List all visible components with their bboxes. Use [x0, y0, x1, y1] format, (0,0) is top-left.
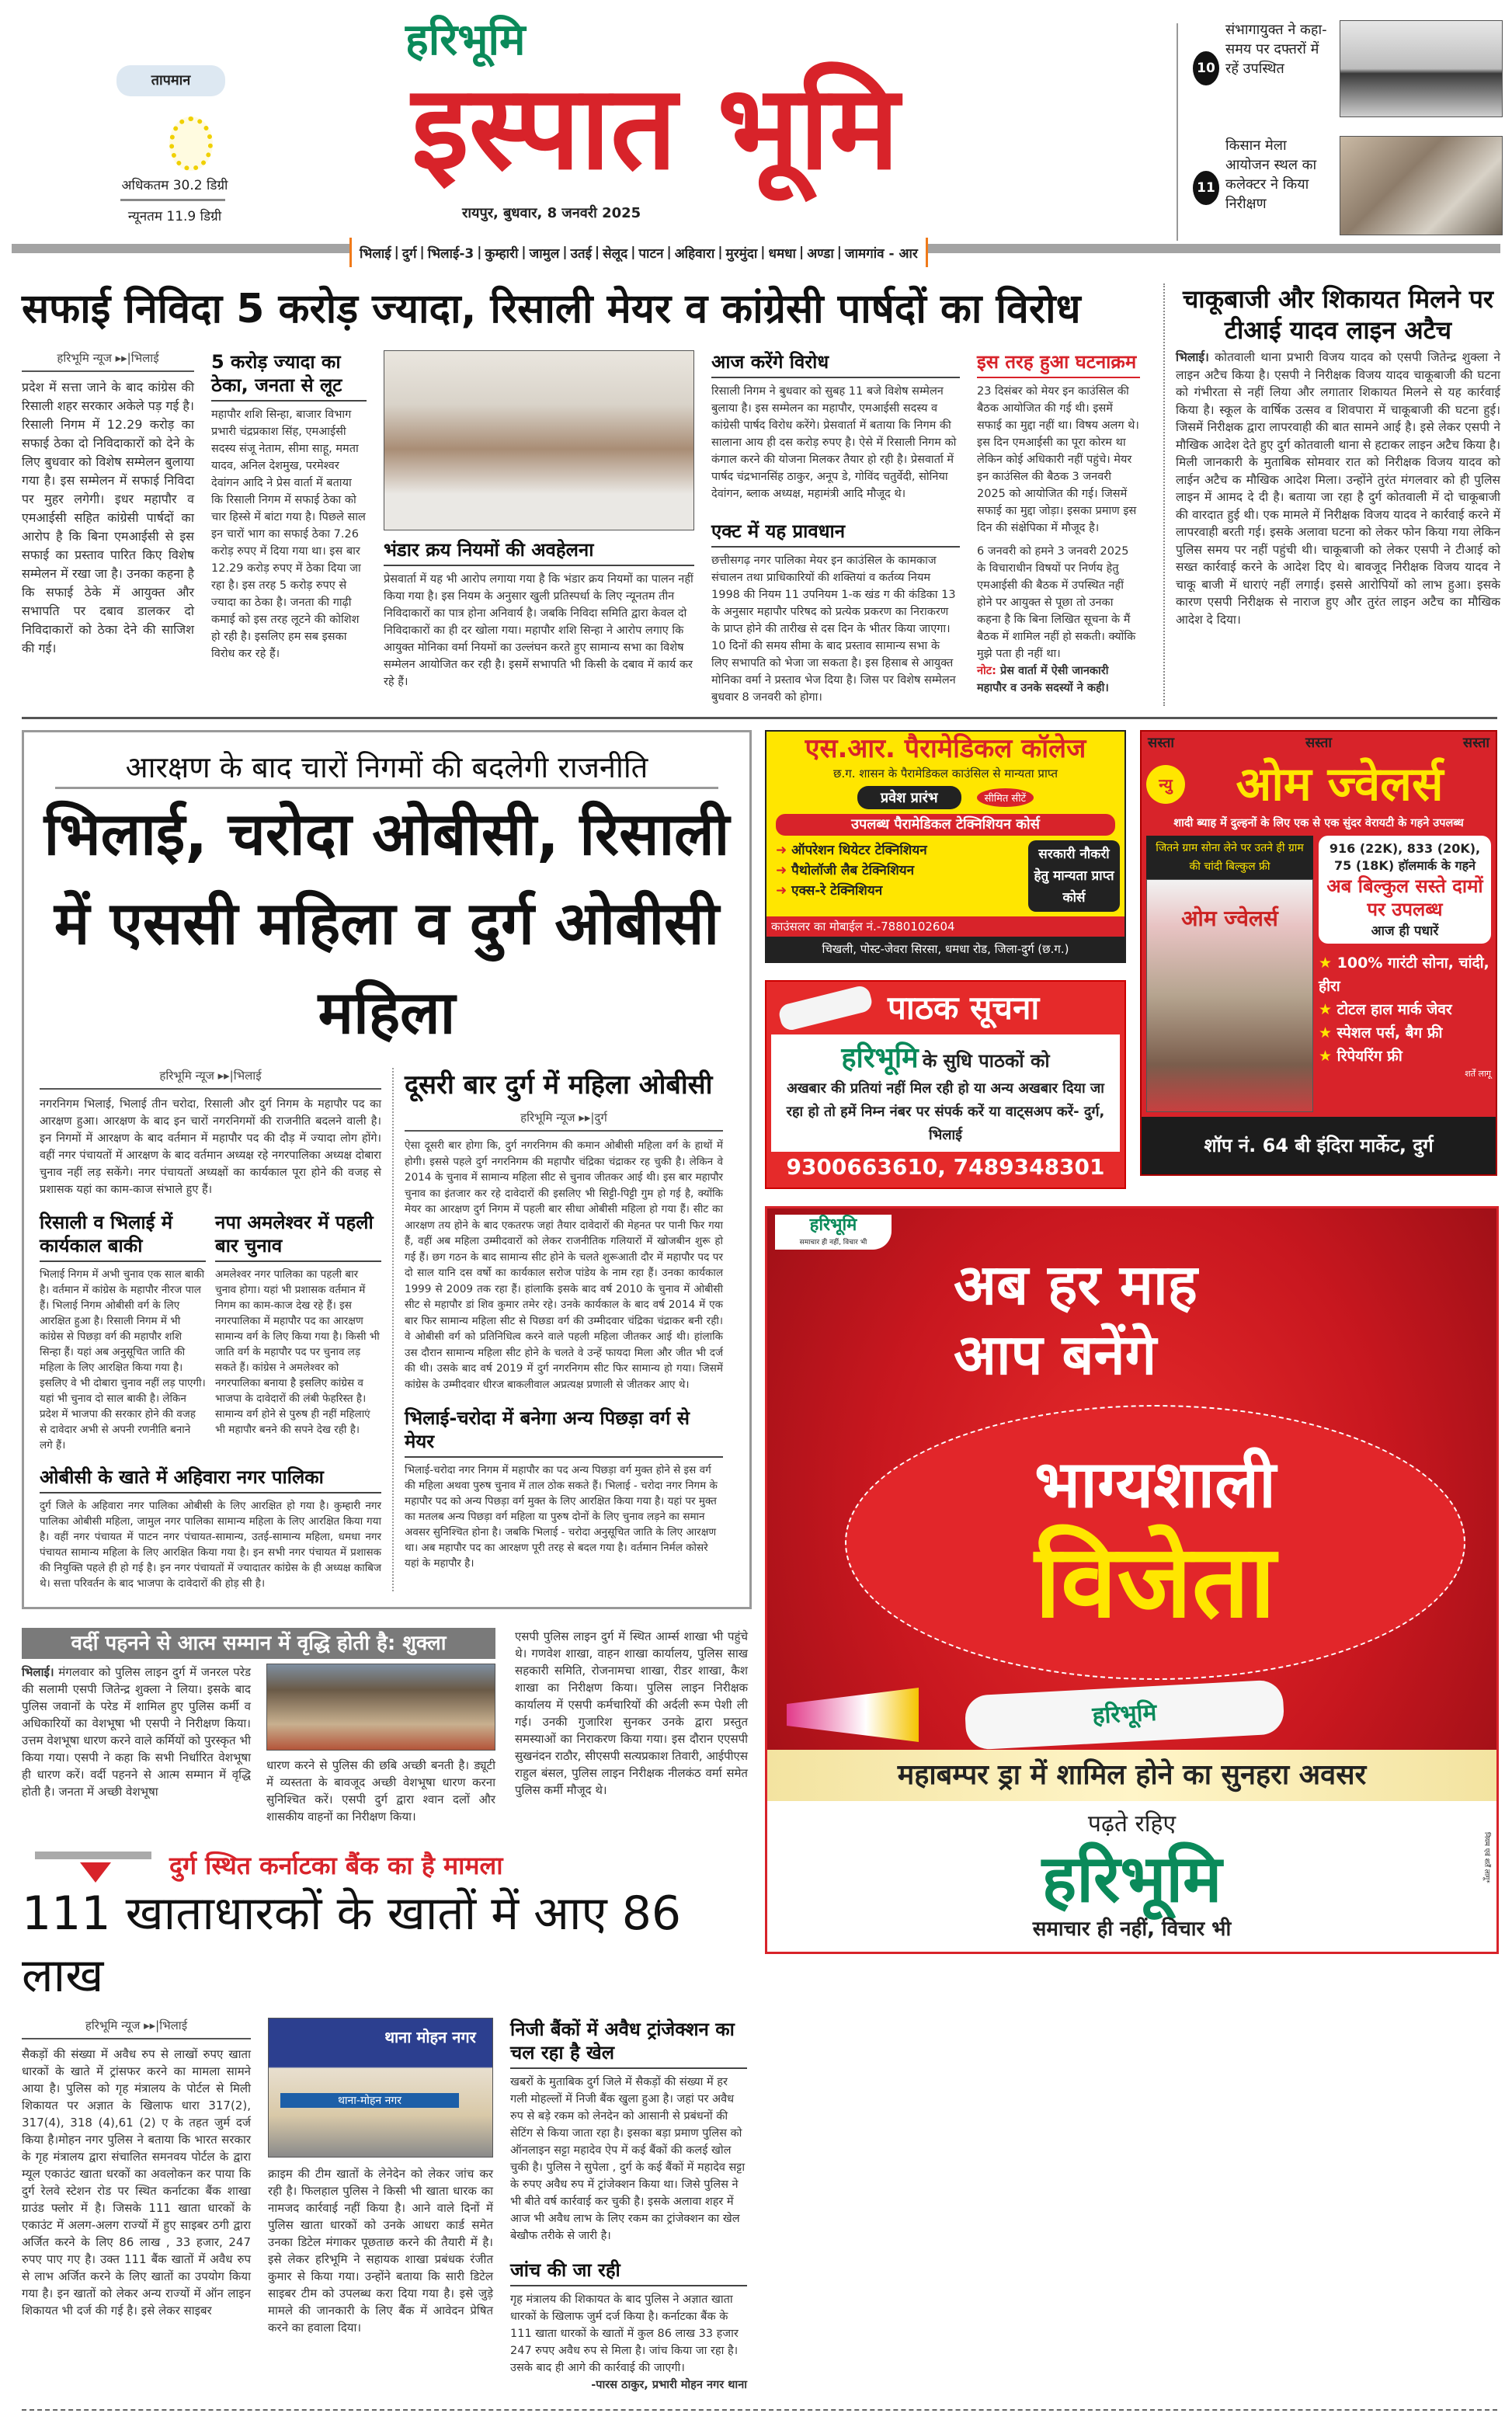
subhead: एक्ट में यह प्रावधान — [711, 520, 960, 548]
top-row — [22, 283, 1500, 706]
byline: हरिभूमि न्यूज ▸▸|भिलाई — [40, 1068, 381, 1090]
reader-text: अखबार की प्रतियां नहीं मिल रही हो या अन्य अखबार दिया जा रहा हो तो हमें निम्न नंबर पर संपर्क करें या वाट्सअप करें- दुर्ग, भिलाई — [786, 1080, 1105, 1143]
sasta-tag: सस्ता — [1462, 735, 1489, 751]
bank-story — [22, 1848, 752, 2394]
course-item: ➜ एक्स-रे टेक्निशियन — [776, 883, 883, 899]
edition-link[interactable]: जामुल — [529, 245, 560, 262]
course-item: ➜ ऑपरेशन थियेटर टेक्निशियन — [776, 843, 927, 858]
page-number-badge: 11 — [1193, 171, 1219, 205]
new-badge: न्यु — [1146, 765, 1185, 804]
teaser-text: संभागायुक्त ने कहा-समय पर दफ्तरों में रहें उपस्थित — [1225, 22, 1327, 77]
jewellers-address: शॉप नं. 64 बी इंदिरा मार्केट, दुर्ग — [1142, 1117, 1496, 1174]
newspaper-icon — [777, 984, 874, 1032]
sasta-tag: सस्ता — [1305, 735, 1333, 751]
teaser-text: किसान मेला आयोजन स्थल का कलेक्टर ने किया निरीक्षण — [1225, 137, 1317, 212]
police-headline: वर्दी पहनने से आत्म सम्मान में वृद्धि होती है: शुक्ला — [22, 1628, 495, 1659]
subhead-body: अमलेश्वर नगर पालिका का पहली बार चुनाव होगा। यहां भी प्रशासक वर्तमान में निगम का काम-काज देख रहे हैं। इस नगरपालिका में महापौर पद का आरक्षण सामान्य वर्ग के लिए किया गया है। किसी भी जाति वर्ग के महापौर पद पर चुनाव लड़ सकते हैं। कांग्रेस ने अमलेश्वर को नगरपालिका बनाया है इसलिए कांग्रेस व भाजपा के दावेदारों की लंबी फेहरिस्त है। सामान्य वर्ग होने से पुरुष ही नहीं महिलाएं भी महापौर बनने की सपने देख रही है। — [215, 1268, 380, 1436]
subhead: 5 करोड़ ज्यादा का ठेका, जनता से लूट — [211, 350, 367, 402]
bank-body-1: सैकड़ों की संख्या में अवैध रुप से लाखों रुपए खाता धारकों के खाते में ट्रांसफर करने का मामला सामने आया है। पुलिस को गृह मंत्रालय के पोर्टल से मिली शिकायत पर अज्ञात के खिलाफ धारा 317(2), 317(4), 318 (4),61 (2) ए के तहत जुर्म दर्ज किया है।मोहन नगर पुलिस ने बताया कि भारत सरकार के गृह मंत्रालय द्वारा संचालित समनवय पोर्टल के द्वारा म्यूल एकाउंट खाता धरकों का अवलोकन कर पाया कि दुर्ग रेलवे स्टेशन रोड पर स्थित कर्नाटका बैंक शाखा ग्राउंड फ्लोर में है। जिसके 111 खाता धारकों के एकाउंट में अलग-अलग राज्यों में हुए साइबर ठगी द्वारा अर्जित करने के लिए 86 लाख , 33 हजार, 247 रुपए पाए गए है। उक्त 111 बैंक खातों में अवैध रुप से लाभ अर्जित करने के लिए खातों का उपयोग किया गया है। इन खातों को लेकर अन्य राज्यों में ऑन लाइन शिकायत भी दर्ज की गई है। इसे लेकर साइबर — [22, 2047, 251, 2318]
subhead-body: 6 जनवरी को हमने 3 जनवरी 2025 के विचाराधीन विषयों पर निर्णय हेतु एमआईसी की बैठक में उपस्थित नहीं होने पर आयुक्त से पूछा तो उनका कहना है कि बिना लिखित सूचना के मैं बैठक में शामिल नहीं हो सकती। क्योंकि मुझे पता ही नहीं था। — [977, 545, 1136, 660]
college-name: एस.आर. पैरामेडिकल कॉलेज — [805, 733, 1086, 764]
side-text: कोतवाली थाना प्रभारी विजय यादव को एसपी जितेन्द्र शुक्ला ने लाइन अटैच किया है। एसपी ने निरीक्षक विजय यादव चाकूबाजी की घटना को गंभीरता से नहीं लिया और लगातार शिकायत मिलने से यह कार्रवाई किया है। स्कूल के वार्षिक उत्सव व शिवपारा में चाकूबाजी की घटना हुई। जिसमें निरीक्षक द्वारा लापरवाही की बात सामने आई है। इसे लेकर एसपी ने मौखिक आदेश देते हुए दुर्ग कोतवाली थाना से हटाकर लाइन अटैच किया है। मिली जानकारी के मुताबिक सोमवार रात को निरीक्षक विजय यादव को लाईन अटैच क मौखिक आदेश मिला। उन्होंने तुरंत मंगलवार को ही पुलिस लाइन में आमद दे दी है। बताया जा रहा है दुर्ग कोतवाली में दो चाकूबाजी की वारदात हुई थी। एक मामले में निरीक्षक विजय यादव ने कार्रवाई करने में लापरवाही बरती गई। इसके अलावा घटना को लेकर फोन किया गया लेकिन पुलिस समय पर नहीं पहुंची थी। चाकूबाजी को लेकर एसपी ने टीआई को सख्त कार्रवाई करने के आदेश दिए थे। बावजूद निरीक्षक विजय यादव ने चाकू बाजी में धाराएं नहीं लगाई। इससे आरोपियों को लाभ हुआ। इसके कारण एसपी निरीक्षक से नाराज हुए और तुरंत लाइन अटैच का मौखिक आदेश दे दिया। — [1176, 350, 1500, 627]
contest-slogan: समाचार ही नहीं, विचार भी — [1032, 1918, 1232, 1941]
contest-terms: नियम एवं शर्तें लागू* — [1482, 1832, 1490, 1883]
jewellers-tagline: शादी ब्याह में दुल्हनों के लिए एक से एक सुंदर वेरायटी के गहने उपलब्ध — [1173, 817, 1464, 829]
lead-col-1 — [22, 350, 194, 658]
bank-kicker: दुर्ग स्थित कर्नाटका बैंक का है मामला — [169, 1851, 503, 1880]
subhead: आज करेंगे विरोध — [711, 350, 960, 378]
subhead: दूसरी बार दुर्ग में महिला ओबीसी — [405, 1069, 713, 1101]
edition-link[interactable]: मुरमुंदा — [725, 245, 758, 262]
police-body-3: एसपी पुलिस लाइन दुर्ग में स्थित आर्म्स शाखा भी पहुंचे थे। गणवेश शाखा, वाहन शाखा कार्यालय, पुलिस साख सहकारी समिति, रोजनामचा शाखा, रीडर शाखा, कैश शाखा का निरीक्षण किया। पुलिस लाइन निरीक्षक कार्यालय में एसपी कर्मचारियों की अर्दली रूम पेशी ली गई। उनकी गुजारिश सुनकर उनके द्वारा प्रस्तुत समस्याओं का निराकरण किया गया। इस दौरान एएसपी सुखनंदन राठौर, सीएसपी सत्यप्रकाश तिवारी, आईपीएस राहुल बंसल, पुलिस लाइन निरीक्षक नीलकंठ वर्मा समेत पुलिस कर्मी मौजूद थे। — [515, 1629, 748, 1797]
lower-left — [22, 730, 752, 2394]
contest-logo: हरिभूमि — [809, 1215, 857, 1235]
note — [977, 662, 1140, 697]
reader-phones: 9300663610, 7489348301 — [786, 1154, 1105, 1180]
courses-title: उपलब्ध पैरामेडिकल टेक्निशियन कोर्स — [776, 814, 1115, 836]
subhead: रिसाली व भिलाई में कार्यकाल बाकी — [40, 1211, 206, 1262]
bank-body-2: क्राइम की टीम खातों के लेनेदेन को लेकर जांच कर रही है। फिलहाल पुलिस ने किसी भी खाता धारक का नामजद कार्रवाई नहीं किया है। आने वाले दिनों में पुलिस खाता धारकों को उनके आधरा कार्ड समेत उनका डिटेल मंगाकर पूछताछ करने की तैयारी में है। इसे लेकर हरिभूमि ने सहायक शाखा प्रबंधक रंजीत कुमार से किया गया। उन्होंने बताया कि सारी डिटेल साइबर टीम को उपलब्ध करा दिया गया है। इसे जुड़े मामले की जानकारी के लिए बैंक में आवेदन प्रेषित करने का हवाला दिया। — [268, 2167, 493, 2335]
subhead-body: रिसाली निगम ने बुधवार को सुबह 11 बजे विशेष सम्मेलन बुलाया है। इस सम्मेलन का महापौर, एमआईसी सदस्य व कांग्रेसी पार्षद विरोध करेंगे। प्रेसवार्ता में बताया कि निगम की सालाना आय ही दस करोड़ रुपए है। ऐसे में रिसाली निगम को कंगाल करने की योजना मिलकर तैयार हो रही है। प्रेसवार्ता में पार्षद चंद्रभानसिंह ठाकुर, अनूप डे, गोविंद चतुर्वेदी, सोनिया देवांगन, ब्लाक अध्यक्ष, महामंत्री आदि मौजूद थे। — [711, 385, 957, 500]
contest-lucky: भाग्यशाली — [1034, 1446, 1276, 1522]
subhead: भिलाई-चरोदा में बनेगा अन्य पिछड़ा वर्ग से मेयर — [405, 1407, 723, 1458]
course-item: ➜ पैथोलॉजी लैब टेक्निशियन — [776, 863, 915, 878]
police-body-2: धारण करने से पुलिस की छबि अच्छी बनती है। ड्यूटी में व्यस्तता के बावजूद अच्छी वेशभूषा धारण करना सुनिश्चित करें। एसपी दुर्ग द्वारा श्वान दलों और शासकीय वाहनों का निरीक्षण किया। — [266, 1758, 495, 1824]
subhead-body: प्रेसवार्ता में यह भी आरोप लगाया गया है कि भंडार क्रय नियमों का पालन नहीं किया गया है। इस नियम के अनुसार खुली प्रतिस्पर्धा के लिए न्यूनतम तीन निविदाकारों का पात्र होना अनिवार्य है। जबकि निविदा समिति द्वारा केवल दो निविदाकारों का ही दर खोला गया। महापौर शशि सिन्हा ने आरोप लगाए कि आयुक्त मोनिका वर्मा नियमों का उल्लंघन करते हुए सामान्य सभा का विशेष सम्मेलन आयोजित कर रही है। इसमें सभापति भी किसी के दबाव में कार्य कर रहे हैं। — [384, 573, 693, 688]
bank-col-3 — [510, 2018, 747, 2394]
station-sign: थाना मोहन नगर — [384, 2028, 476, 2046]
jewellers-ad[interactable] — [1140, 730, 1497, 1176]
college-address: चिखली, पोस्ट-जेवरा सिरसा, धमधा रोड, जिला-दुर्ग (छ.ग.) — [766, 937, 1124, 961]
edition-link[interactable]: भिलाई — [360, 245, 391, 262]
reader-line1: के सुधि पाठकों को — [922, 1050, 1050, 1072]
subhead: ओबीसी के खाते में अहिवारा नगर पालिका — [40, 1466, 381, 1493]
rolled-newspaper: हरिभूमि — [964, 1679, 1284, 1750]
note-label: नोट: — [977, 665, 996, 677]
visit-text: आज ही पधारें — [1371, 923, 1439, 939]
college-ad[interactable] — [765, 730, 1126, 963]
subhead: भंडार क्रय नियमों की अवहेलना — [384, 538, 694, 566]
reader-brand: हरिभूमि — [841, 1042, 919, 1074]
bank-col-1 — [22, 2018, 251, 2319]
lead-col-3 — [384, 350, 694, 690]
dateline: रायपुर, बुधवार, 8 जनवरी 2025 — [462, 205, 641, 221]
page-number-badge: 10 — [1193, 51, 1219, 85]
edition-link[interactable]: अहिवारा — [674, 245, 715, 262]
speech-bubble — [845, 1405, 1465, 1680]
note-text: प्रेस वार्ता में ऐसी जानकारी महापौर व उनके सदस्यों ने कही। — [977, 665, 1109, 694]
edition-link[interactable]: कुम्हारी — [485, 245, 519, 262]
byline: हरिभूमि न्यूज ▸▸|भिलाई — [22, 350, 194, 372]
lead-col-5 — [977, 350, 1140, 697]
edition-nav: भिलाई | दुर्ग | भिलाई-3 | कुम्हारी | जामुल | उतई | सेलूद | पाटन | अहिवारा | मुरमुंदा | धमधा | अण्डा | जामगांव - आर — [349, 238, 928, 267]
lead-body: प्रदेश में सत्ता जाने के बाद कांग्रेस की रिसाली शहर सरकार अकेले पड़ गई है। रिसाली निगम में 12.29 करोड़ का सफाई ठेका दो निविदाकारों को देने के लिए बुधवार को विशेष सम्मेलन बुलाया गया है। इस सम्मेलन में सफाई निविदा पर मुहर लगेगी। इधर महापौर व एमआईसी सहित कांग्रेसी पार्षदों का आरोप है कि बिना एमआईसी से इस सफाई का प्रस्ताव पारित किए विशेष सम्मेलन में रखा जा है। उनका कहना है कि सफाई ठेके में आयुक्त और सभापति पर दबाव डालकर दो निविदाकारों को ठेका देने की साजिश की गई। — [22, 380, 194, 655]
edition-link[interactable]: पाटन — [638, 245, 664, 262]
contest-line-2: आप बनेंगे — [954, 1322, 1157, 1387]
feature-item: ★ 100% गारंटी सोना, चांदी, हीरा — [1319, 954, 1489, 995]
feature-item: ★ स्पेशल पर्स, बैग फ्री — [1319, 1024, 1443, 1041]
reservation-headline: भिलाई, चरोदा ओबीसी, रिसाली में एससी महिला व दुर्ग ओबीसी महिला — [43, 799, 730, 1047]
min-temp: न्यूनतम 11.9 डिग्री — [127, 209, 222, 224]
column-divider — [392, 1068, 394, 1591]
lead-col-4 — [711, 350, 960, 706]
feature-item: ★ टोटल हाल मार्क जेवर — [1319, 1001, 1452, 1018]
megaphone-icon — [787, 1688, 919, 1742]
max-temp: अधिकतम 30.2 डिग्री — [121, 178, 228, 193]
contest-keep-reading: पढ़ते रहिए — [1087, 1810, 1177, 1838]
govt-job-badge: सरकारी नौकरी हेतु मान्यता प्राप्त कोर्स — [1028, 840, 1120, 912]
subhead-body: छत्तीसगढ़ नगर पालिका मेयर इन काउंसिल के कामकाज संचालन तथा प्राधिकारियों की शक्तियां व कर्तव्य नियम 1998 की नियम 11 उपनियम 1-क खंड ग की कंडिका 13 के अनुसार महापौर परिषद को प्रत्येक प्रकरण का निराकरण के प्राप्त होने की तारीख से दस दिन के भीतर किया जाएगा। 10 दिनों की समय सीमा के बाद प्रस्ताव सामान्य सभा के लिए सभापति को भेजा जा सकता है। इस हिसाब से आयुक्त मोनिका वर्मा ने प्रस्ताव भेज दिया है। जिस पर विशेष सम्मेलन बुधवार 8 जनवरी को होगा। — [711, 555, 956, 704]
quote-attribution: -पारस ठाकुर, प्रभारी मोहन नगर थाना — [591, 2379, 747, 2391]
subhead-body: दुर्ग जिले के अहिवारा नगर पालिका ओबीसी के लिए आरक्षित हो गया है। कुम्हारी नगर पालिका ओबीसी महिला, जामुल नगर पालिका सामान्य महिला के लिए आरक्षित किया गया है। वहीं नगर पंचायत में पाटन नगर पंचायत-सामान्य, उतई-सामान्य महिला, धमधा नगर पंचायत सामान्य महिला के लिए आरक्षित किया गया है। इन सभी नगर पंचायत में प्रशासक की नियुक्ति पहले ही हो गई है। इन नगर पंचायतों में ज्यादातर कांग्रेस के ही अध्यक्ष काबिज थे। सत्ता परिवर्तन के बाद भाजपा के दावेदारों की होड़ सी है। — [40, 1500, 381, 1590]
lower-right — [765, 730, 1499, 1954]
subhead-body: भिलाई निगम में अभी चुनाव एक साल बाकी है। वर्तमान में कांग्रेस के महापौर नीरज पाल हैं। भिलाई निगम ओबीसी वर्ग के लिए आरक्षित हुआ है। रिसाली निगम में भी कांग्रेस से पिछड़ा वर्ग की महापौर शशि सिन्हा हैं। यहां अब अनुसूचित जाति की महिला के लिए आरक्षित किया गया है। इसलिए वे भी दोबारा चुनाव नहीं लड़ पाएगी। यहां भी चुनाव दो साल बाकी है। लेकिन प्रदेश में भाजपा की सरकार होने की वजह से दावेदार अभी से अपनी रणनीति बनाने लगे हैं। — [40, 1268, 206, 1452]
feature-item: ★ रिपेयरिंग फ्री — [1319, 1048, 1403, 1065]
reader-notice-title: पाठक सूचना — [888, 989, 1040, 1027]
contest-brand: हरिभूमि — [1041, 1841, 1222, 1917]
sasta-tag: सस्ता — [1148, 735, 1175, 751]
edition-link[interactable]: उतई — [570, 245, 592, 262]
admission-badge: प्रवेश प्रारंभ — [857, 786, 961, 809]
kicker-chevron-icon — [80, 1862, 111, 1883]
edition-link[interactable]: धमधा — [768, 245, 796, 262]
lower-row — [22, 730, 1500, 2394]
brand-logo: हरिभूमि — [405, 15, 526, 65]
bank-headline: 111 खाताधारकों के खातों में आए 86 लाख — [22, 1886, 682, 2003]
subhead-body: ऐसा दूसरी बार होगा कि, दुर्ग नगरनिगम की कमान ओबीसी महिला वर्ग के हाथों में होगी। इससे पहले दुर्ग नगरनिगम की महापौर चंद्रिका चंद्राकर रह चुकी है। लेकिन वे 2014 के चुनाव में सामान्य महिला सीट से चुनाव जीतकर आई थी। इस बार महापौर चुनाव का इंतजार कर रहे दावेदारों की इसलिए भी सिट्टी-पिट्टी गुम हो गई है, क्योंकि मेयर का आरक्षण दुर्ग निगम में पहली बार सीधा ओबीसी महिला हो गया हैं। सीट का आरक्षण तय होने के बाद एकतरफ जहां तैयार दावेदारों की मेहनत पर पानी फिर गया हैं, वहीं अब महिला उम्मीदवारों को लेकर राजनीतिक गलियारों में खोजबीन शुरू हो गई हैं। छग गठन के बाद सामान्य सीट होने के चलते शुरूआती दौर में महापौर पद पर दो साल यानि दस वर्षो का कार्यकाल सरोज पांडेय के नाम रहा हैं। उनका कार्यकाल 1999 से 2009 तक रहा हैं। हांलाकि इसके बाद वर्ष 2010 के चुनाव में ओबीसी सीट से महापौर डां शिव कुमार तमेर रहे। उनके कार्यकाल के बाद वर्ष 2014 में एक बार फिर सामान्य महिला सीट से पिछडा वर्ग की उम्मीदवार चंद्रिका चंद्राकर बनी रही। वे ओबीसी वर्ग को प्रतिनिधित्व करने वाले पहली महिला जीतकर आई थी। हांलाकि उस दौरान सामान्य महिला सीट होने के चलते वे उन्हें फायदा मिला और जीत भी दर्ज की थी। उसके बाद वर्ष 2019 में दुर्ग नगरनिगम सीट फिर सामान्य हो गया। जिसमें कांग्रेस के उम्मीदवार धीरज बाकलीवाल अप्रत्यक्ष प्रणाली से जीतकर आए थे। — [405, 1139, 723, 1391]
subhead-body: 23 दिसंबर को मेयर इन काउंसिल की बैठक आयोजित की गई थी। इसमें सफाई का मुद्दा नहीं था। विषय अलग थे। इस दिन एमआईसी का पूरा कोरम था लेकिन कोई अधिकारी नहीं पहुंचे। मेयर इन काउंसिल की बैठक 3 जनवरी 2025 को आयोजित की गई। जिसमें सफाई का मुद्दा जोड़ा। इसका प्रमाण इस दिन की संक्षेपिका में मौजूद है। — [977, 385, 1139, 534]
contest-logo-tag: समाचार ही नहीं, विचार भी — [799, 1239, 867, 1247]
hallmark-text: 916 (22K), 833 (20K), 75 (18K) हॉलमार्क के गहने — [1329, 841, 1481, 873]
subhead-body: महापौर शशि सिन्हा, बाजार विभाग प्रभारी चंद्रप्रकाश सिंह, एमआईसी सदस्य संजू नेताम, सीमा साहू, ममता यादव, अनिल देशमुख, परमेश्वर देवांगन आदि ने प्रेस वार्ता में बताया कि रिसाली निगम में सफाई ठेका को चार हिस्से में बांटा गया है। पिछले साल इन चारों भाग का सफाई ठेका 7.26 करोड़ रुपए में दिया गया था। इस बार 12.29 करोड़ रुपए में ठेका दिया जा रहा है। इस तरह 5 करोड़ रुपए से ज्यादा का ठेका है। जनता की गाढ़ी कमाई को इस तरह लूटने की कोशिश हो रही है। इसलिए हम सब इसका विरोध कर रहे हैं। — [211, 409, 366, 660]
subhead: निजी बैंकों में अवैध ट्रांजेक्शन का चल रहा है खेल — [510, 2018, 747, 2069]
jewellers-name: ओम ज्वेलर्स — [1236, 757, 1444, 812]
police-body-1: भिलाई। मंगलवार को पुलिस लाइन दुर्ग में जनरल परेड की सलामी एसपी जितेन्द्र शुक्ला ने लिया। इसके बाद पुलिस जवानों के परेड में शामिल हुए पुलिस कर्मी व अधिकारियों का वेशभूषा भी एसपी ने निरीक्षण किया। उत्तम वेशभूषा धारण करने वाले कर्मियों को पुरस्कृत भी किया गया। एसपी ने कहा कि सभी निर्धारित वेशभूषा ही धारण करें। वर्दी पहनने से आत्म सम्मान में वृद्धि होती है। जनता में अच्छी वेशभूषा — [22, 1665, 251, 1799]
side-body — [1176, 349, 1500, 628]
reader-notice-ad[interactable] — [765, 980, 1126, 1189]
paper-title: इस्पात भूमि — [412, 61, 899, 196]
contest-draw: महाबम्पर ड्रा में शामिल होने का सुनहरा अवसर — [767, 1750, 1496, 1801]
section-rule — [22, 717, 1497, 719]
kicker: आरक्षण के बाद चारों निगमों की बदलेगी राजनीति — [55, 748, 718, 789]
subhead-body: खबरों के मुताबिक दुर्ग जिले में सैकड़ों की संख्या में हर गली मोहल्लों में निजी बैंक खुला हुआ है। जहां पर अवैध रुप से बड़े रकम को लेनदेन को आसानी से प्रबंधनों की सेटिंग से किया जाता रहा है। इसका बड़ा प्रमाण पुलिस को ऑनलाइन सट्टा महादेव ऐप में कई बैंकों की कलई खोल चुकी है। पुलिस ने सुपेला , दुर्ग के कई बैंकों में महादेव सट्टा के रुपए अवैध रुप में ट्रांजेक्शन किया था। जिसे पुलिस ने भी बीते वर्ष कार्रवाई कर चुकी है। इसके अलावा शहर में आज भी अवैध लाभ के लिए रकम का ट्रांजेक्शन का खेल बेखौफ तरीके से जारी है। — [510, 2076, 746, 2242]
silver-offer: जितने ग्राम सोना लेने पर उतने ही ग्राम की चांदी बिल्कुल फ्री — [1146, 836, 1313, 879]
shop-sign: ओम ज्वेलर्स — [1181, 906, 1278, 931]
reservation-story — [22, 730, 752, 1609]
college-recognition: छ.ग. शासन के पैरामेडिकल काउंसिल से मान्यता प्राप्त — [832, 767, 1058, 781]
side-headline: चाकूबाजी और शिकायत मिलने पर टीआई यादव लाइन अटैच — [1182, 284, 1494, 345]
station-board: थाना-मोहन नगर — [280, 2093, 459, 2108]
kicker-arrow-icon — [35, 1852, 151, 1859]
edition-link[interactable]: दुर्ग — [401, 245, 417, 262]
side-story — [1163, 283, 1500, 706]
cheap-text: अब बिल्कुल सस्ते दामों पर उपलब्ध — [1326, 875, 1483, 920]
subhead-body: गृह मंत्रालय की शिकायत के बाद पुलिस ने अज्ञात खाता धारकों के खिलाफ जुर्म दर्ज किया है। कर्नाटका बैंक के 111 खाता धारकों के खातों में कुल 86 लाख 33 हजार 247 रुपए अवैध रुप से मिला है। जांच किया जा रहा है। उसके बाद ही आगे की कार्रवाई की जाएगी। — [510, 2293, 739, 2374]
counsellor-phone: काउंसलर का मोबाईल नं.-7880102604 — [766, 916, 1124, 937]
intro-body: नगरनिगम भिलाई, भिलाई तीन चरोदा, रिसाली और दुर्ग निगम के महापौर पद का आरक्षण हुआ। आरक्षण के बाद इन चारों नगरनिगमों की राजनीति बदलने वाली है। इन निगमों में आरक्षण के बाद वर्तमान में महापौर पद की दौड़ में ज्यादा लोग होंगे। वहीं नगर पंचायतों में आरक्षण के बाद वर्तमान अध्यक्ष रहे नगरपालिका अध्यक्ष दोबारा चुनाव नहीं लड़ सकेंगे। नगर पंचायतों अध्यक्षों का कार्यकाल पूरा होने की वजह से प्रशासक यहां का काम-काज संभाले हुए हैं। — [40, 1098, 381, 1196]
lead-col-2 — [211, 350, 367, 662]
subhead: जांच की जा रही — [510, 2258, 747, 2286]
police-story — [22, 1628, 752, 1825]
lead-story — [22, 283, 1163, 706]
contest-ad[interactable] — [765, 1206, 1499, 1954]
police-station-photo — [268, 2018, 493, 2158]
edition-link[interactable]: भिलाई-3 — [427, 245, 474, 262]
subhead: इस तरह हुआ घटनाक्रम — [977, 350, 1140, 378]
subhead-body: भिलाई-चरोदा नगर निगम में महापौर का पद अन्य पिछड़ा वर्ग मुक्त होने से इस वर्ग की महिला अथवा पुरुष चुनाव में ताल ठोक सकते हैं। भिलाई - चरोदा नगर निगम के महापौर पद को अन्य पिछड़ा वर्ग मुक्त के लिए आरक्षित किया गया है। यहां पर मुक्त का मतलब अन्य पिछड़ा वर्ग महिला या पुरुष दोनों के लिए चुनाव लड़ने का समान अवसर सुनिश्चित होना है। जबकि भिलाई - चरोदा अनुसूचित जाति के लिए आरक्षण था। अब महापौर पद का आरक्षण पूरी तरह से बदल गया है। वर्तमान निर्मल कोसरे यहां के महापौर है। — [405, 1464, 718, 1570]
contest-winner: विजेता — [1034, 1522, 1276, 1640]
edition-link[interactable]: सेलूद — [603, 245, 628, 262]
dateline: भिलाई। — [1176, 350, 1209, 364]
edition-link[interactable]: अण्डा — [807, 245, 834, 262]
seats-badge: सीमित सीटें — [977, 788, 1034, 807]
edition-link[interactable]: जामगांव - आर — [844, 245, 918, 262]
press-conference-photo — [384, 350, 694, 530]
footer-rule — [22, 2409, 1497, 2411]
byline: हरिभूमि न्यूज ▸▸|दुर्ग — [405, 1110, 723, 1132]
police-parade-photo — [266, 1664, 495, 1751]
terms: शर्तें लागू — [1465, 1069, 1491, 1079]
subhead: नपा अमलेश्वर में पहली बार चुनाव — [215, 1211, 381, 1262]
contest-line-1: अब हर माह — [954, 1252, 1197, 1317]
byline: हरिभूमि न्यूज ▸▸|भिलाई — [22, 2018, 251, 2039]
lead-headline: सफाई निविदा 5 करोड़ ज्यादा, रिसाली मेयर व कांग्रेसी पार्षदों का विरोध — [22, 286, 1081, 332]
weather-box: तापमान — [116, 65, 225, 96]
shop-photo — [1146, 879, 1313, 1112]
